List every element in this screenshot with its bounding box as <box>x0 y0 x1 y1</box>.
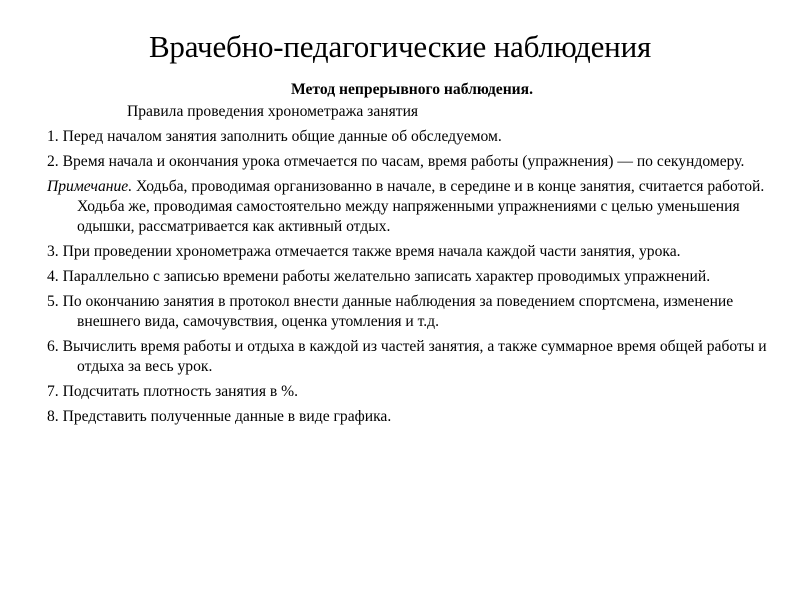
note-text: Ходьба, проводимая организованно в начале, в середине и в конце занятия, считается работой. Ходьба же, проводимая самостоятельно между напряженными упражнениями с целью уменьшения одышки, рассматривается как активный отдых. <box>77 178 765 235</box>
list-item-5: 5. По окончанию занятия в протокол внести данные наблюдения за поведением спортсмена, изменение внешнего вида, самочувствия, оценка утомления и т.д. <box>47 293 734 330</box>
slide-subtitle: Метод непрерывного наблюдения. <box>290 81 534 98</box>
note-label: Примечание. <box>47 178 133 195</box>
slide-body <box>47 80 767 432</box>
list-item-3: 3. При проведении хронометража отмечается также время начала каждой части занятия, урока. <box>47 243 681 260</box>
list-item-1: 1. Перед началом занятия заполнить общие данные об обследуемом. <box>47 128 502 145</box>
list-item-4: 4. Параллельно с записью времени работы желательно записать характер проводимых упражнений. <box>47 268 711 285</box>
list-item-2: 2. Время начала и окончания урока отмечается по часам, время работы (упражнения) — по секундомеру. <box>47 153 745 170</box>
list-item-8: 8. Представить полученные данные в виде графика. <box>47 408 392 425</box>
section-heading: Правила проведения хронометража занятия <box>127 103 419 120</box>
list-item-6: 6. Вычислить время работы и отдыха в каждой из частей занятия, а также суммарное время общей работы и отдыха за весь урок. <box>47 338 767 375</box>
page-title: Врачебно-педагогические наблюдения <box>148 29 652 64</box>
list-item-note <box>47 177 767 237</box>
list-item-7: 7. Подсчитать плотность занятия в %. <box>47 383 299 400</box>
